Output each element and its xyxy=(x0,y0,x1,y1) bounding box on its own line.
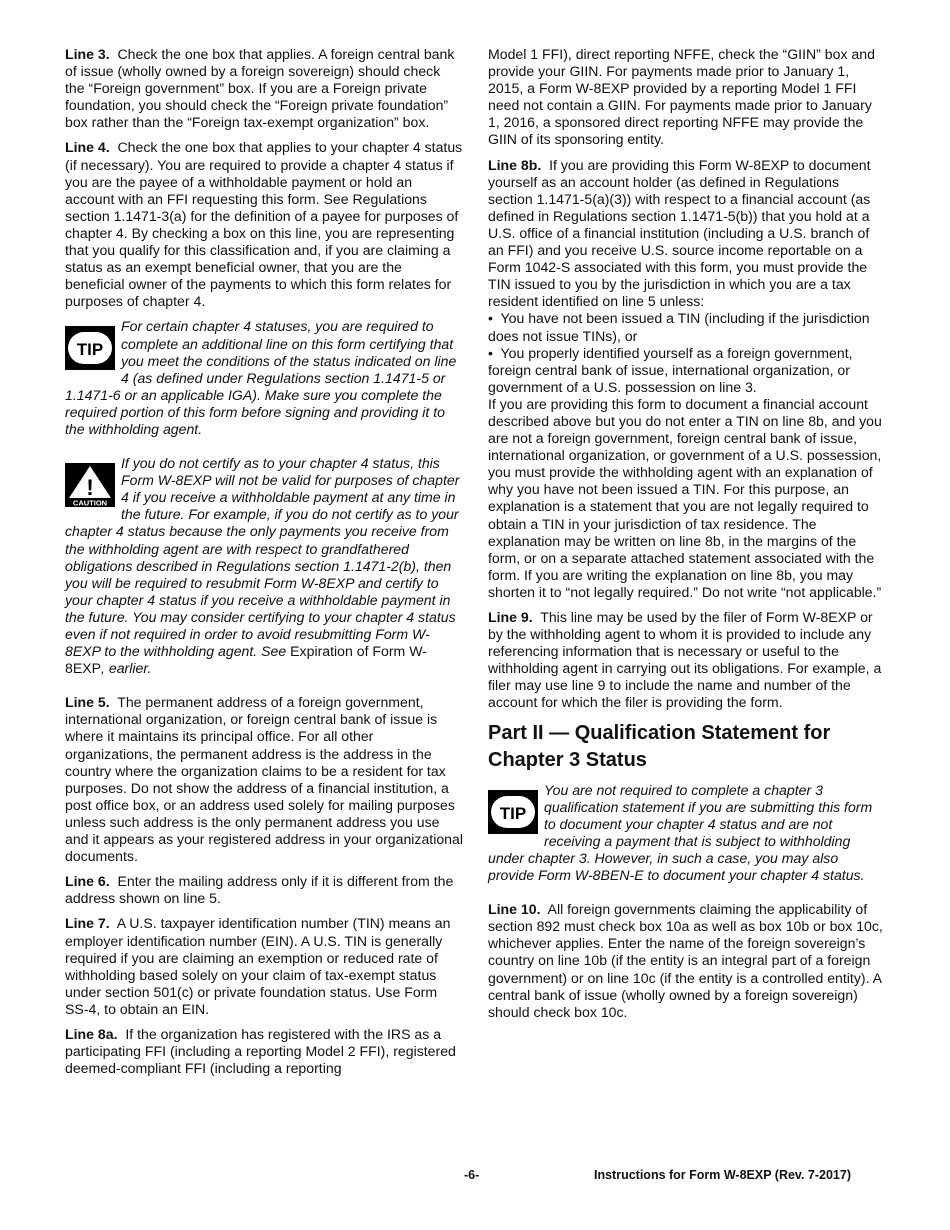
line8a-label: Line 8a. xyxy=(65,1025,118,1042)
line8b-text: If you are providing this Form W-8EXP to document yourself as an account holder (as defined in Regulations section 1.1471-5(a)(3)) with respect to a financial account (as defined in Regulations section 1.1471-5(b)) that you hold at a U.S. office of a financial institution (including a U.S. branch of an FFI) and you receive U.S. source income reportable on a Form 1042-S associated with this form, you must provide the TIN issued to you by the jurisdiction in which you are a tax resident identified on line 5 unless: xyxy=(488,156,871,310)
caution-box-chapter4 xyxy=(65,455,463,677)
caution-tail: , earlier. xyxy=(101,660,152,677)
line4-label: Line 4. xyxy=(65,139,110,156)
line4-paragraph xyxy=(65,139,463,310)
line7-paragraph xyxy=(65,915,463,1018)
tip-icon-label: TIP xyxy=(76,340,104,360)
line9-label: Line 9. xyxy=(488,609,533,625)
tip-box-chapter4 xyxy=(65,318,463,438)
tip-icon xyxy=(488,790,538,834)
line8b-label: Line 8b. xyxy=(488,156,542,173)
tip-text-chapter4: For certain chapter 4 statuses, you are required to complete an additional line on this form certifying that you meet the conditions of the status indicated on line 4 (as defined under Regulations section 1.1471-5 or 1.1471-6 or an applicable IGA). Make sure you complete the required portion of this form before signing and providing it to the withholding agent. xyxy=(65,318,457,437)
line3-paragraph xyxy=(65,46,463,131)
part2-heading: Part II — Qualification Statement for Chapter 3 Status xyxy=(488,721,831,771)
tip-box-chapter3 xyxy=(488,782,886,885)
line6-paragraph xyxy=(65,873,463,907)
caution-body: If you do not certify as to your chapter 4 status, this Form W-8EXP will not be valid for purposes of chapter 4 if you receive a withholdable payment at any time in the future. For example, if you do not certify as to your chapter 4 status because the only payments you receive from the withholding agent are with respect to grandfathered obligations described in Regulations section 1.1471-2(b), then you will be required to resubmit Form W-8EXP and certify to your chapter 4 status if you receive a withholdable payment in the future. You may consider certifying to your chapter 4 status even if not required in order to avoid resubmitting Form W-8EXP to the withholding agent. See xyxy=(65,455,460,660)
line8b-bullet-1-text: You have not been issued a TIN (including if the jurisdiction does not issue TINs), or xyxy=(488,310,870,344)
left-column xyxy=(65,46,463,1085)
line5-paragraph xyxy=(65,694,463,865)
line5-text: The permanent address of a foreign government, international organization, or foreign central bank of issue is where it maintains its principal office. For all other organizations, the permanent address is the address in the country where the organization claims to be a resident for tax purposes. Do not show the address of a financial institution, a post office box, or an address used solely for mailing purposes unless such address is the only permanent address you use and it appears as your registered address in your organizational documents. xyxy=(65,694,463,865)
line9-paragraph xyxy=(488,609,886,712)
line8b-bullet-2: • You properly identified yourself as a foreign government, foreign central bank of issue, international organization, or government of a U.S. possession on line 3. xyxy=(488,344,853,395)
line3-text: Check the one box that applies. A foreign central bank of issue (wholly owned by a foreign sovereign) should check the “Foreign government” box. If you are a Foreign private foundation, you should check the “Foreign private foundation” box rather than the “Foreign tax-exempt organization” box. xyxy=(65,46,455,131)
line8b-bullet-2-text: You properly identified yourself as a foreign government, foreign central bank of issue, international organization, or government of a U.S. possession on line 3. xyxy=(488,344,853,395)
line8a-paragraph xyxy=(65,1026,463,1077)
right-column xyxy=(488,46,886,1029)
line4-text: Check the one box that applies to your chapter 4 status (if necessary). You are required to provide a chapter 4 status if you are the payee of a withholdable payment or hold an account with an FFI requesting this form. See Regulations section 1.1471-3(a) for the definition of a payee for purposes of chapter 4. By checking a box on this line, you are representing that you qualify for this classification and, if you are claiming a status as an exempt beneficial owner, that you are the beneficial owner of the payments to which this form relates for purposes of chapter 4. xyxy=(65,139,463,310)
caution-icon xyxy=(65,463,115,507)
line3-label: Line 3. xyxy=(65,46,110,62)
line6-text: Enter the mailing address only if it is different from the address shown on line 5. xyxy=(65,873,454,907)
caution-text xyxy=(65,455,463,677)
line7-text: A U.S. taxpayer identification number (TIN) means an employer identification number (EIN). A U.S. TIN is generally required if you are claiming an exemption or reduced rate of withholding based solely on your claim of tax-exempt status under section 501(c) or private foundation status. Use Form SS-4, to obtain an EIN. xyxy=(65,915,451,1017)
line7-label: Line 7. xyxy=(65,915,110,932)
line9-text: This line may be used by the filer of Form W-8EXP or by the withholding agent to whom it is provided to include any referencing information that is necessary or useful to the withholding agent in carrying out its obligations. For example, a filer may use line 9 to include the name and number of the account for which the filer is providing the form. xyxy=(488,609,882,711)
form-name: Instructions for Form W-8EXP (Rev. 7-2017) xyxy=(594,1168,851,1182)
line8b-paragraph xyxy=(488,157,886,311)
line10-text: All foreign governments claiming the applicability of section 892 must check box 10a as well as box 10b or box 10c, whichever applies. Enter the name of the foreign sovereign’s country on line 10b (if the entity is an integral part of a foreign government) or on line 10c (if the entity is a controlled entity). A central bank of issue (wholly owned by a foreign sovereign) should check box 10c. xyxy=(488,901,883,1020)
caution-icon-mark: ! xyxy=(86,475,94,501)
line8a-text: If the organization has registered with the IRS as a participating FFI (including a reporting Model 2 FFI), registered deemed-compliant FFI (including a reporting xyxy=(65,1025,456,1077)
line8b-paragraph-2: If you are providing this form to document a financial account described above but you do not enter a TIN on line 8b, and you are not a foreign government, foreign central bank of issue, international organization, or government of a U.S. possession, you must provide the withholding agent with an explanation of why you have not been issued a TIN. For this purpose, an explanation is a statement that you are not legally required to obtain a TIN in your jurisdiction of tax residence. The explanation may be written on line 8b, in the margins of the form, or on a separate attached statement associated with the form. If you are writing the explanation on line 8b, you may shorten it to “not legally required.” Do not write “not applicable.” xyxy=(488,395,882,600)
tip-icon xyxy=(65,326,115,370)
tip-icon-label: TIP xyxy=(499,803,527,823)
line8b-bullet-1: • You have not been issued a TIN (including if the jurisdiction does not issue TINs), or xyxy=(488,310,870,344)
line8a-continued: Model 1 FFI), direct reporting NFFE, check the “GIIN” box and provide your GIIN. For payments made prior to January 1, 2015, a Form W-8EXP provided by a reporting Model 1 FFI need not contain a GIIN. For payments made prior to January 1, 2016, a sponsored direct reporting NFFE may provide the GIIN of its sponsoring entity. xyxy=(488,46,875,148)
line6-label: Line 6. xyxy=(65,873,110,890)
page-number: -6- xyxy=(464,1168,480,1182)
caution-icon-label: CAUTION xyxy=(72,498,108,508)
line5-label: Line 5. xyxy=(65,694,110,711)
line10-label: Line 10. xyxy=(488,901,541,918)
tip-text-chapter3: You are not required to complete a chapter 3 qualification statement if you are submitting this form to document your chapter 4 status and are not receiving a payment that is subject to withholding under chapter 3. However, in such a case, you may also provide Form W-8BEN-E to document your chapter 4 status. xyxy=(488,781,873,884)
line10-paragraph xyxy=(488,901,886,1021)
caution-reference: Expiration of Form W-8EXP xyxy=(65,643,427,677)
